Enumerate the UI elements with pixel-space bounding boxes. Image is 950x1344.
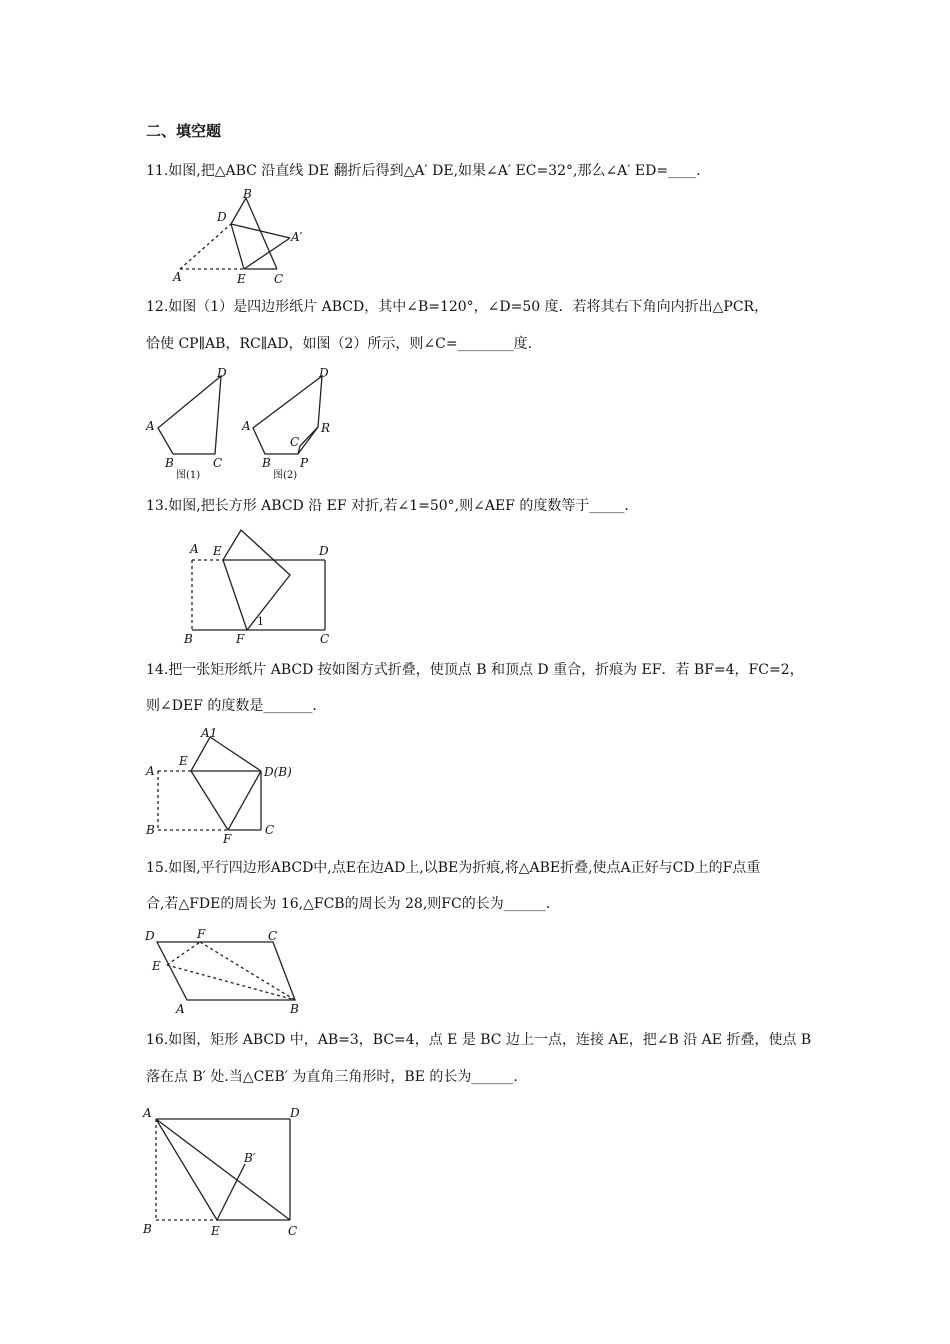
question-13-line-1: 13.如图,把长方形 ABCD 沿 EF 对折,若∠1=50°,则∠AEF 的度数等于_____. [146, 498, 629, 514]
label-A: A [143, 1106, 152, 1120]
label-A-fig1: A [146, 419, 155, 433]
question-14-line-2: 则∠DEF 的度数是_______. [146, 698, 317, 714]
label-D: D [319, 544, 329, 558]
label-D-B: D(B) [264, 765, 292, 779]
label-B-fig1: B [165, 456, 174, 470]
label-D-fig2: D [319, 366, 329, 380]
question-12-line-1: 12.如图（1）是四边形纸片 ABCD，其中∠B=120°，∠D=50 度．若将其右下角向内折出△PCR， [146, 299, 769, 315]
figure-13 [180, 525, 340, 647]
figure-15 [143, 925, 303, 1017]
label-F: F [236, 632, 245, 646]
label-C: C [288, 1224, 298, 1238]
label-P-fig2: P [300, 456, 309, 470]
label-C: C [320, 632, 330, 646]
label-E: E [211, 1224, 220, 1238]
label-E: E [213, 544, 222, 558]
question-11-line-1: 11.如图,把△ABC 沿直线 DE 翻折后得到△A′ DE,如果∠A′ EC=32°,那么∠A′ ED=____. [146, 163, 701, 179]
label-C-fig2: C [290, 435, 300, 449]
label-F: F [197, 927, 206, 941]
figure-12 [143, 366, 333, 482]
quad-fig1 [158, 376, 221, 454]
label-A-fig2: A [242, 419, 251, 433]
label-E: E [237, 272, 246, 286]
section-title: 二、填空题 [146, 122, 222, 140]
folded-flap [191, 737, 261, 771]
quad-fig2 [253, 376, 322, 454]
label-B-prime: B′ [244, 1151, 256, 1165]
label-D-fig1: D [217, 366, 227, 380]
label-C: C [268, 929, 278, 943]
label-B: B [184, 632, 193, 646]
label-A-prime: A′ [291, 230, 303, 244]
label-D: D [290, 1106, 300, 1120]
label-E: E [179, 754, 188, 768]
label-A: A [146, 764, 155, 778]
label-F: F [223, 832, 232, 845]
label-angle-1: 1 [257, 615, 264, 628]
label-E: E [152, 959, 161, 973]
label-D: D [217, 210, 227, 224]
label-C: C [274, 272, 284, 286]
question-15-line-1: 15.如图,平行四边形ABCD中,点E在边AD上,以BE为折痕,将△ABE折叠,使点A正好与CD上的F点重 [146, 860, 761, 876]
label-B: B [243, 187, 252, 201]
figure-16 [140, 1102, 310, 1242]
figure-11 [170, 186, 310, 286]
question-16-line-2: 落在点 B′ 处.当△CEB′ 为直角三角形时，BE 的长为______. [146, 1069, 518, 1085]
question-16-line-1: 16.如图，矩形 ABCD 中，AB=3，BC=4，点 E 是 BC 边上一点，连接 AE，把∠B 沿 AE 折叠，使点 B [146, 1032, 812, 1048]
label-A: A [173, 270, 182, 284]
label-A: A [190, 542, 199, 556]
question-12-line-2: 恰使 CP∥AB，RC∥AD，如图（2）所示，则∠C=________度. [146, 336, 533, 352]
label-B: B [290, 1002, 299, 1016]
fold-dash-ad [180, 224, 231, 269]
label-A: A [176, 1002, 185, 1016]
label-D: D [145, 929, 155, 943]
question-15-line-2: 合,若△FDE的周长为 16,△FCB的周长为 28,则FC的长为______. [146, 896, 551, 912]
figure-14 [143, 725, 301, 845]
label-B: B [146, 823, 155, 837]
parallelogram [157, 942, 295, 1000]
caption-fig1: 图(1) [176, 470, 201, 481]
label-C: C [265, 823, 275, 837]
label-B-fig2: B [262, 456, 271, 470]
label-R-fig2: R [321, 421, 331, 435]
label-C-fig1: C [213, 456, 223, 470]
caption-fig2: 图(2) [273, 470, 298, 481]
label-B: B [143, 1222, 152, 1236]
label-A1: A1 [201, 726, 218, 740]
question-14-line-1: 14.把一张矩形纸片 ABCD 按如图方式折叠，使顶点 B 和顶点 D 重合，折痕为 EF．若 BF=4，FC=2， [146, 662, 804, 678]
